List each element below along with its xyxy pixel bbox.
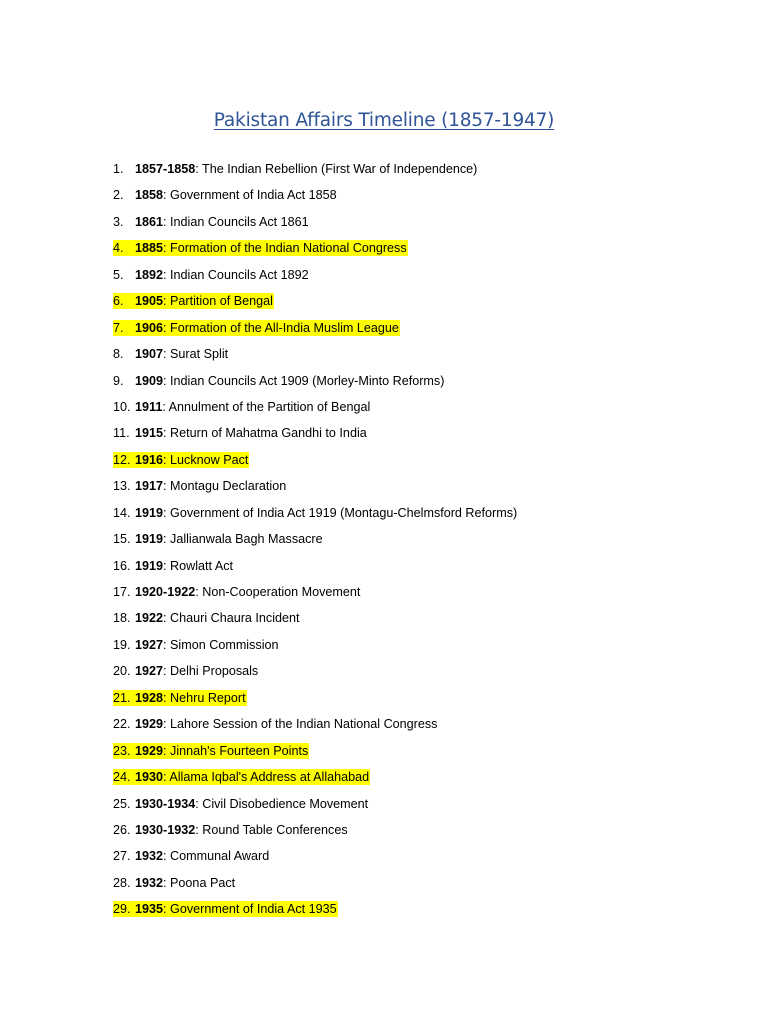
entry-number: 10. — [113, 399, 131, 414]
entry-description: : Round Table Conferences — [195, 822, 348, 837]
entry-text — [113, 373, 445, 389]
timeline-entry — [113, 713, 518, 739]
timeline-entry — [113, 502, 518, 528]
entry-description: : Chauri Chaura Incident — [163, 611, 300, 626]
entry-description: : Annulment of the Partition of Bengal — [162, 399, 371, 414]
highlighted-entry-text — [113, 320, 400, 336]
entry-year: 1927 — [135, 664, 164, 679]
entry-description: : Indian Councils Act 1861 — [163, 214, 309, 229]
timeline-entry — [113, 343, 518, 369]
entry-number: 6. — [113, 294, 124, 309]
entry-year: 1920-1922 — [135, 585, 196, 599]
entry-description: : Civil Disobedience Movement — [195, 796, 369, 811]
entry-number: 16. — [113, 558, 131, 573]
entry-year: 1922 — [135, 611, 164, 626]
entry-text — [113, 610, 301, 626]
entry-number: 7. — [113, 320, 124, 335]
timeline-entry — [113, 740, 518, 766]
timeline-entry — [113, 370, 518, 396]
entry-text — [113, 663, 259, 679]
entry-text — [113, 505, 518, 521]
entry-number: 15. — [113, 532, 131, 547]
entry-text — [113, 822, 349, 838]
entry-description: : Non-Cooperation Movement — [195, 585, 361, 599]
entry-year: 1932 — [135, 875, 164, 890]
timeline-entry — [113, 422, 518, 448]
highlighted-entry-text — [113, 690, 247, 706]
entry-description: : Lahore Session of the Indian National Congress — [163, 717, 438, 732]
entry-year: 1915 — [135, 426, 164, 441]
entry-description: : Jinnah's Fourteen Points — [163, 743, 309, 758]
entry-number: 19. — [113, 637, 131, 652]
entry-number: 22. — [113, 717, 131, 732]
entry-description: : Partition of Bengal — [163, 294, 273, 309]
timeline-entry — [113, 819, 518, 845]
entry-description: : Government of India Act 1935 — [163, 902, 337, 917]
timeline-entry — [113, 581, 518, 607]
entry-year: 1857-1858 — [135, 162, 196, 176]
entry-number: 4. — [113, 241, 124, 256]
entry-year: 1858 — [135, 188, 164, 203]
entry-year: 1911 — [135, 399, 163, 414]
entry-year: 1919 — [135, 558, 164, 573]
entry-number: 12. — [113, 452, 131, 467]
entry-text — [113, 187, 338, 203]
entry-description: : Delhi Proposals — [163, 664, 259, 679]
timeline-entry — [113, 766, 518, 792]
entry-text — [113, 267, 310, 283]
entry-year: 1932 — [135, 849, 164, 864]
highlighted-entry-text — [113, 452, 249, 468]
entry-text — [113, 584, 361, 600]
entry-number: 1. — [113, 162, 124, 176]
entry-description: : Allama Iqbal's Address at Allahabad — [163, 770, 370, 785]
entry-description: : Simon Commission — [163, 637, 279, 652]
entry-year: 1892 — [135, 267, 164, 282]
timeline-entry — [113, 449, 518, 475]
timeline-entry — [113, 898, 518, 924]
entry-text — [113, 716, 438, 732]
timeline-entry — [113, 634, 518, 660]
entry-number: 13. — [113, 479, 131, 494]
entry-year: 1905 — [135, 294, 164, 309]
entry-number: 28. — [113, 875, 131, 890]
entry-year: 1930 — [135, 770, 164, 785]
entry-text — [113, 531, 324, 547]
entry-description: : Formation of the Indian National Congress — [163, 241, 407, 256]
entry-description: : Lucknow Pact — [163, 452, 249, 467]
timeline-entry — [113, 607, 518, 633]
timeline-entry — [113, 211, 518, 237]
entry-text — [113, 161, 478, 177]
entry-year: 1927 — [135, 637, 164, 652]
entry-year: 1930-1934 — [135, 796, 196, 811]
entry-number: 25. — [113, 796, 131, 811]
entry-year: 1929 — [135, 717, 164, 732]
entry-description: : Indian Councils Act 1892 — [163, 267, 309, 282]
entry-description: : Montagu Declaration — [163, 479, 287, 494]
timeline-entry — [113, 687, 518, 713]
highlighted-entry-text — [113, 240, 408, 256]
entry-text — [113, 848, 270, 864]
entry-description: : Formation of the All-India Muslim League — [163, 320, 399, 335]
entry-description: : Communal Award — [163, 849, 270, 864]
entry-number: 17. — [113, 585, 131, 599]
entry-text — [113, 796, 369, 812]
highlighted-entry-text — [113, 901, 338, 917]
entry-number: 29. — [113, 902, 131, 917]
timeline-entry — [113, 660, 518, 686]
entry-number: 20. — [113, 664, 131, 679]
entry-description: : Poona Pact — [163, 875, 236, 890]
entry-year: 1916 — [135, 452, 164, 467]
timeline-entry — [113, 158, 518, 184]
entry-year: 1906 — [135, 320, 164, 335]
entry-description: : Return of Mahatma Gandhi to India — [163, 426, 367, 441]
entry-year: 1929 — [135, 743, 164, 758]
entry-description: : Indian Councils Act 1909 (Morley-Minto Reforms) — [163, 373, 445, 388]
timeline-entry — [113, 475, 518, 501]
entry-description: : Jallianwala Bagh Massacre — [163, 532, 323, 547]
highlighted-entry-text — [113, 293, 274, 309]
highlighted-entry-text — [113, 743, 309, 759]
entry-year: 1919 — [135, 505, 164, 520]
entry-number: 9. — [113, 373, 124, 388]
entry-year: 1907 — [135, 347, 164, 362]
timeline-entry — [113, 872, 518, 898]
entry-number: 23. — [113, 743, 131, 758]
timeline-entry — [113, 396, 518, 422]
entry-text — [113, 399, 371, 415]
entry-number: 5. — [113, 267, 124, 282]
entry-text — [113, 478, 287, 494]
entry-year: 1917 — [135, 479, 164, 494]
entry-number: 24. — [113, 770, 131, 785]
entry-number: 18. — [113, 611, 131, 626]
entry-year: 1935 — [135, 902, 164, 917]
entry-text — [113, 637, 280, 653]
timeline-entry — [113, 317, 518, 343]
entry-year: 1928 — [135, 690, 164, 705]
entry-number: 2. — [113, 188, 124, 203]
entry-text — [113, 214, 310, 230]
timeline-entry — [113, 290, 518, 316]
entry-number: 14. — [113, 505, 131, 520]
entry-description: : Government of India Act 1919 (Montagu-Chelmsford Reforms) — [163, 505, 518, 520]
entry-number: 27. — [113, 849, 131, 864]
entry-year: 1919 — [135, 532, 164, 547]
highlighted-entry-text — [113, 769, 370, 785]
entry-text — [113, 558, 234, 574]
entry-year: 1909 — [135, 373, 164, 388]
entry-number: 3. — [113, 214, 124, 229]
timeline-entry — [113, 793, 518, 819]
entry-year: 1930-1932 — [135, 822, 196, 837]
entry-description: : Surat Split — [163, 347, 229, 362]
timeline-entry — [113, 555, 518, 581]
timeline-entry — [113, 845, 518, 871]
entry-description: : Government of India Act 1858 — [163, 188, 337, 203]
entry-number: 8. — [113, 347, 124, 362]
entry-number: 21. — [113, 690, 131, 705]
entry-year: 1885 — [135, 241, 164, 256]
timeline-entry — [113, 237, 518, 263]
entry-year: 1861 — [135, 214, 164, 229]
entry-description: : The Indian Rebellion (First War of Independence) — [195, 162, 478, 176]
timeline-list — [113, 158, 518, 925]
timeline-entry — [113, 528, 518, 554]
timeline-entry — [113, 184, 518, 210]
entry-description: : Nehru Report — [163, 690, 246, 705]
entry-description: : Rowlatt Act — [163, 558, 234, 573]
entry-number: 11. — [113, 426, 130, 441]
entry-text — [113, 875, 236, 891]
entry-number: 26. — [113, 822, 131, 837]
timeline-entry — [113, 264, 518, 290]
entry-text — [113, 346, 229, 362]
entry-text — [113, 425, 368, 441]
page-title: Pakistan Affairs Timeline (1857-1947) — [213, 110, 555, 131]
